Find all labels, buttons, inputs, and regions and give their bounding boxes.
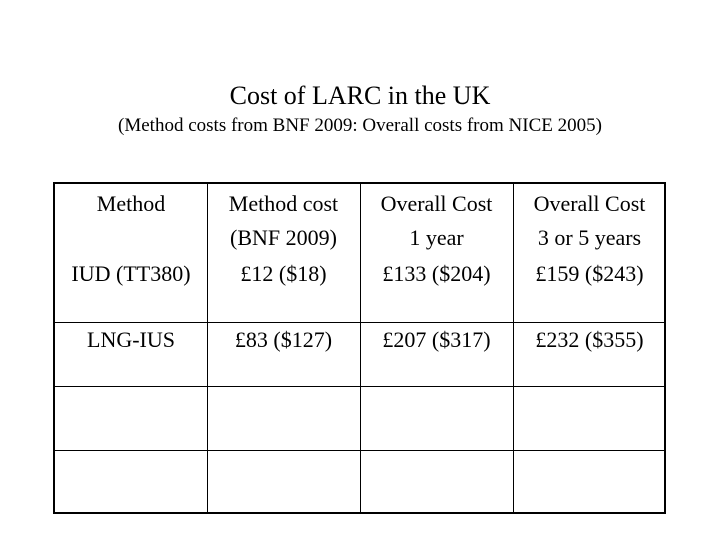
cost-table (53, 182, 666, 514)
page-title: Cost of LARC in the UK (229, 81, 491, 110)
header-method-cost-line-1: Method cost (228, 191, 339, 216)
table-cell-method: IUD (TT380) (71, 261, 191, 286)
page-subtitle: (Method costs from BNF 2009: Overall costs from NICE 2005) (118, 115, 602, 136)
header-method-cost (207, 187, 360, 255)
header-overall-cost-3-5-years-line-2: 3 or 5 years (537, 225, 642, 250)
header-method-cost-line-2: (BNF 2009) (230, 225, 337, 250)
header-method-line-1: Method (96, 191, 166, 216)
header-overall-cost-3-5-years (513, 187, 666, 255)
table-cell-method-cost: £12 ($18) (240, 261, 327, 286)
table-cell-overall-cost-1-year: £207 ($317) (382, 327, 491, 352)
table-cell-overall-cost-1-year: £133 ($204) (382, 261, 491, 286)
header-overall-cost-1-year-line-2: 1 year (409, 225, 464, 250)
row-divider-3 (55, 450, 664, 451)
table-cell-method-cost: £83 ($127) (234, 327, 333, 352)
header-overall-cost-1-year (360, 187, 513, 255)
header-overall-cost-1-year-line-1: Overall Cost (380, 191, 493, 216)
table-cell-overall-cost-3-5-years: £159 ($243) (535, 261, 644, 286)
table-cell-method: LNG-IUS (87, 327, 175, 352)
header-overall-cost-3-5-years-line-1: Overall Cost (533, 191, 646, 216)
header-method (55, 187, 207, 221)
row-divider-2 (55, 386, 664, 387)
table-cell-overall-cost-3-5-years: £232 ($355) (535, 327, 644, 352)
